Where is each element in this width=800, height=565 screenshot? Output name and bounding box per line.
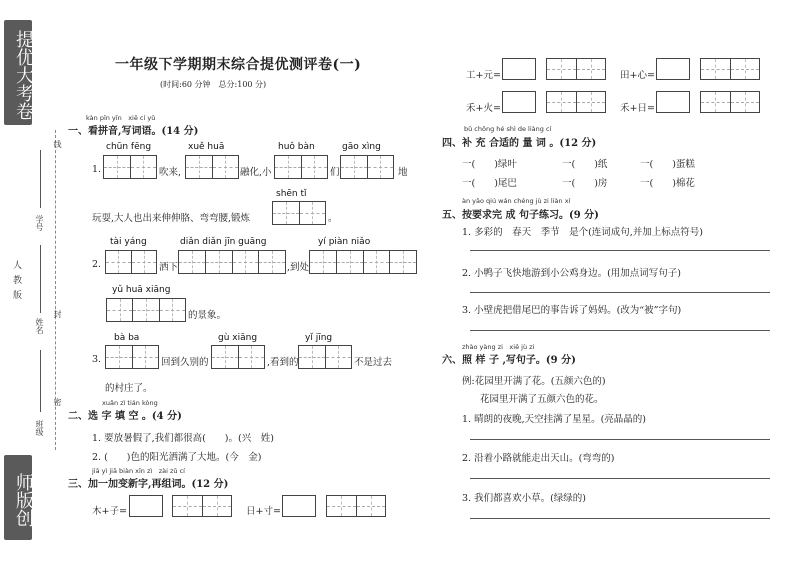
answer-box[interactable] — [106, 298, 186, 322]
word-box[interactable] — [546, 58, 606, 80]
new-char-box[interactable] — [656, 91, 690, 113]
section1-heading: 一、看拼音,写词语。(14 分) — [68, 126, 199, 137]
section2-pinyin: xuǎn zì tián kòng — [102, 399, 158, 407]
section6-pinyin: zhào yàng zi xiě jù zi — [462, 343, 535, 351]
measure-word-item[interactable]: 一( )纸 — [562, 159, 608, 170]
answer-box[interactable] — [211, 345, 265, 369]
answer-line[interactable] — [470, 330, 770, 331]
q2-pinyin-2: diǎn diǎn jīn guāng — [180, 237, 267, 247]
equation-3: 工+元= — [466, 70, 501, 81]
q1-pinyin-4: gāo xìng — [342, 142, 381, 152]
section5-question-2: 2. 小鸭子飞快地游到小公鸡身边。(用加点词写句子) — [462, 268, 681, 279]
q3-text-1: 回到久别的 — [161, 357, 209, 368]
q3-text-2: ,看到的 — [267, 357, 299, 368]
q1-text-5: 玩耍,大人也出来伸伸胳、弯弯腰,锻炼 — [92, 213, 251, 224]
exam-title: 一年级下学期期末综合提优测评卷(一) — [115, 57, 362, 73]
brand-logo-top: 提优大考卷 — [4, 20, 32, 125]
seal-char-feng: 封 — [53, 310, 62, 318]
section3-heading: 三、加一加变新字,再组词。(12 分) — [68, 479, 229, 490]
new-char-box[interactable] — [502, 91, 536, 113]
new-char-box[interactable] — [282, 495, 316, 517]
equation-2: 日+寸= — [246, 506, 281, 517]
section6-question-3: 3. 我们都喜欢小草。(绿绿的) — [462, 493, 586, 504]
q2-pinyin-1: tài yáng — [110, 237, 147, 247]
word-box[interactable] — [172, 495, 232, 517]
new-char-box[interactable] — [656, 58, 690, 80]
edition-label: 人教版 — [11, 260, 21, 305]
section1-pinyin: kàn pīn yīn xiě cí yǔ — [86, 114, 156, 122]
q3-text-3: 不是过去 — [354, 357, 393, 368]
answer-box[interactable] — [309, 250, 417, 274]
q2-pinyin-4: yǔ huā xiāng — [112, 285, 171, 295]
answer-box[interactable] — [178, 250, 286, 274]
q1-text-6: 。 — [328, 213, 338, 224]
student-number-label: 学号 — [35, 215, 44, 231]
student-number-line — [40, 150, 41, 208]
section4-pinyin: bǔ chōng hé shì de liàng cí — [464, 125, 552, 133]
answer-box[interactable] — [274, 155, 328, 179]
q2-text-2: ,到处 — [287, 262, 310, 273]
q3-text-4: 的村庄了。 — [105, 383, 153, 394]
answer-line[interactable] — [470, 250, 770, 251]
q3-pinyin-2: gù xiāng — [218, 333, 258, 343]
equation-6: 禾+日= — [620, 103, 655, 114]
q1-text-2: 融化,小 — [240, 167, 272, 178]
seal-char-xian: 线 — [53, 140, 62, 148]
word-box[interactable] — [326, 495, 386, 517]
q1-text-3: 们 — [330, 167, 340, 178]
exam-subtitle: (时间:60 分钟 总分:100 分) — [160, 80, 267, 89]
q1-pinyin-5: shēn tǐ — [276, 189, 307, 199]
q2-text-3: 的景象。 — [188, 310, 227, 321]
equation-1: 木+子= — [92, 506, 127, 517]
word-box[interactable] — [700, 91, 760, 113]
q1-pinyin-1: chūn fēng — [106, 142, 152, 152]
class-line — [40, 350, 41, 412]
measure-word-item[interactable]: 一( )蛋糕 — [640, 159, 695, 170]
answer-box[interactable] — [272, 201, 326, 225]
q1-pinyin-2: xuě huā — [188, 142, 225, 152]
answer-box[interactable] — [105, 345, 159, 369]
word-box[interactable] — [546, 91, 606, 113]
q2-pinyin-3: yí piàn niǎo — [318, 237, 371, 247]
student-name-label: 姓名 — [35, 318, 44, 334]
new-char-box[interactable] — [502, 58, 536, 80]
section2-question-2: 2. ( )色的阳光洒满了大地。(今 金) — [92, 452, 262, 463]
answer-box[interactable] — [103, 155, 157, 179]
measure-word-item[interactable]: 一( )尾巴 — [462, 178, 517, 189]
answer-line[interactable] — [470, 518, 770, 519]
measure-word-item[interactable]: 一( )房 — [562, 178, 608, 189]
section2-question-1: 1. 要放暑假了,我们都很高( )。(兴 姓) — [92, 433, 274, 444]
q1-text-1: 吹来, — [159, 167, 182, 178]
section4-heading: 四、补 充 合适的 量 词 。(12 分) — [442, 138, 597, 149]
answer-line[interactable] — [470, 478, 770, 479]
class-label: 班级 — [35, 420, 44, 436]
answer-line[interactable] — [470, 439, 770, 440]
section3-pinyin: jiā yì jiā biàn xīn zì zài zǔ cí — [92, 467, 185, 475]
example-sentence: 例:花园里开满了花。(五颜六色的) — [462, 376, 606, 387]
section5-question-3: 3. 小壁虎把借尾巴的事告诉了妈妈。(改为“被”字句) — [462, 305, 682, 316]
answer-box[interactable] — [185, 155, 239, 179]
student-name-line — [40, 245, 41, 313]
answer-box[interactable] — [105, 250, 157, 274]
example-answer: 花园里开满了五颜六色的花。 — [480, 394, 604, 405]
equation-4: 田+心= — [620, 70, 655, 81]
answer-box[interactable] — [340, 155, 394, 179]
section6-question-2: 2. 沿着小路就能走出天山。(弯弯的) — [462, 453, 615, 464]
answer-box[interactable] — [298, 345, 352, 369]
q1-number: 1. — [92, 164, 102, 175]
measure-word-item[interactable]: 一( )棉花 — [640, 178, 695, 189]
section5-pinyin: àn yāo qiú wán chéng jù zi liàn xí — [462, 197, 571, 205]
section5-heading: 五、按要求完 成 句子练习。(9 分) — [442, 210, 599, 221]
word-box[interactable] — [700, 58, 760, 80]
section2-heading: 二、选 字 填 空 。(4 分) — [68, 411, 182, 422]
section6-heading: 六、照 样 子 ,写句子。(9 分) — [442, 355, 576, 366]
q3-pinyin-3: yǐ jīng — [305, 333, 333, 343]
q3-number: 3. — [92, 354, 102, 365]
answer-line[interactable] — [470, 292, 770, 293]
q2-text-1: 洒下 — [159, 262, 179, 273]
measure-word-item[interactable]: 一( )绿叶 — [462, 159, 517, 170]
section5-question-1: 1. 多彩的 春天 季节 是个(连词成句,并加上标点符号) — [462, 227, 704, 238]
q1-pinyin-3: huǒ bàn — [278, 142, 315, 152]
seal-char-mi: 密 — [53, 398, 62, 406]
binding-strip — [0, 0, 62, 565]
brand-logo-bottom: 师版创 — [4, 455, 32, 540]
q3-pinyin-1: bà ba — [114, 333, 140, 343]
q1-text-4: 地 — [398, 167, 408, 178]
new-char-box[interactable] — [129, 495, 163, 517]
section6-question-1: 1. 晴朗的夜晚,天空挂满了星星。(亮晶晶的) — [462, 414, 647, 425]
q2-number: 2. — [92, 259, 102, 270]
equation-5: 禾+火= — [466, 103, 501, 114]
